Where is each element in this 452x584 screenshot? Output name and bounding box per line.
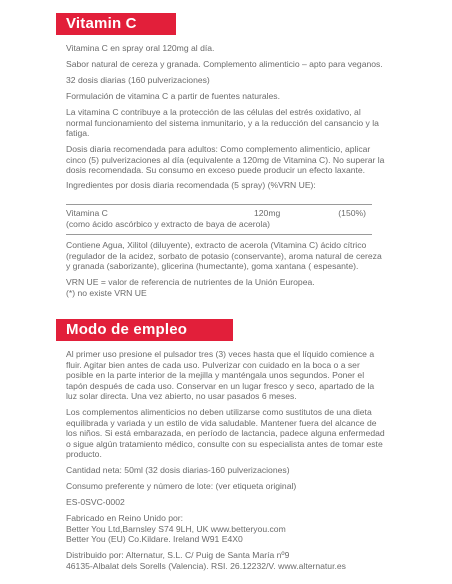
ingredient-name: Vitamina C: [66, 208, 108, 218]
ingredients-table: [66, 208, 372, 229]
net-quantity: Cantidad neta: 50ml (32 dosis diarias-160 pulverizaciones): [66, 465, 290, 475]
distributor-line-2: 46135-Albalat dels Sorells (Valencia). RSI. 26.12232/V. www.alternatur.es: [66, 560, 346, 571]
table-row: [66, 208, 372, 219]
composition-text: Contiene Agua, Xilitol (diluyente), extracto de acerola (Vitamina C) ácido cítrico (regulador de la acidez, sorbato de potasio (conservante), aroma natural de cereza y granada (saborizante), glicerina (humectante), goma xantana ( espesante).: [66, 240, 382, 271]
composition-block: [66, 240, 386, 304]
ingredients-header: Ingredientes por dosis diaria recomendada (5 spray) (%VRN UE):: [66, 179, 316, 190]
vitamin-c-description: [66, 43, 386, 196]
modo-de-empleo-content: [66, 349, 386, 577]
registry-code: ES-0SVC-0002: [66, 497, 125, 507]
distributor-block: [66, 550, 386, 571]
formulation-text: Formulación de vitamina C a partir de fuentes naturales.: [66, 91, 280, 101]
warnings-text: Los complementos alimenticios no deben utilizarse como sustitutos de una dieta equilibrada y variada y un estilo de vida saludable. Mantener fuera del alcance de los niños. Si está embarazada, en período de lactancia, padece alguna enfermedad o sigue algún tratamiento médico, consulte con su especialista antes de tomar este producto.: [66, 407, 385, 459]
usage-instructions: Al primer uso presione el pulsador tres (3) veces hasta que el líquido comience a fluir. Agitar bien antes de cada uso. Pulverizar con cuidado en la boca o a ser posible en la parte interior de la mejilla y manténgala unos segundos. Poner el tapón después de cada uso. Conservar en un lugar fresco y seco, apartado de la luz solar directa. Una vez abierto, no usar pasados 6 meses.: [66, 349, 375, 401]
dosage-text: Dosis diaria recomendada para adultos: Como complemento alimenticio, aplicar cinco (5) pulverizaciones al día (equivalente a 120mg de Vitamina C). No superar la dosis recomendada. Su consumo en exceso puede producir un efecto laxante.: [66, 144, 385, 175]
manufacturer-block: [66, 513, 386, 545]
table-top-rule: [66, 204, 372, 205]
modo-de-empleo-heading: Modo de empleo: [56, 319, 233, 341]
vrn-definition: VRN UE = valor de referencia de nutrientes de la Unión Europea.: [66, 277, 315, 287]
vrn-note: (*) no existe VRN UE: [66, 287, 147, 298]
flavour-text: Sabor natural de cereza y granada. Complemento alimenticio – apto para veganos.: [66, 59, 383, 69]
distributor-line-1: Distribuido por: Alternatur, S.L. C/ Puig de Santa María nº9: [66, 550, 290, 560]
ingredient-amount: 120mg: [254, 208, 281, 218]
ingredient-source: (como ácido ascórbico y extracto de baya de acerola): [66, 218, 270, 229]
manufacturer-eu: Better You (EU) Co.Kildare. Ireland W91 E4X0: [66, 534, 243, 544]
best-before: Consumo preferente y número de lote: (ver etiqueta original): [66, 481, 297, 491]
manufacturer-uk: Better You Ltd,Barnsley S74 9LH, UK www.betteryou.com: [66, 523, 286, 534]
ingredient-vrn: (150%): [338, 208, 366, 218]
doses-text: 32 dosis diarias (160 pulverizaciones): [66, 75, 210, 85]
product-summary: Vitamina C en spray oral 120mg al día.: [66, 43, 215, 53]
table-bottom-rule: [66, 234, 372, 235]
vitamin-c-heading: Vitamin C: [56, 13, 176, 35]
benefits-text: La vitamina C contribuye a la protección de las células del estrés oxidativo, al normal funcionamiento del sistema inmunitario, y a la reducción del cansancio y la fatiga.: [66, 107, 379, 138]
manufacturer-label: Fabricado en Reino Unido por:: [66, 513, 184, 523]
table-row-source: [66, 219, 372, 230]
